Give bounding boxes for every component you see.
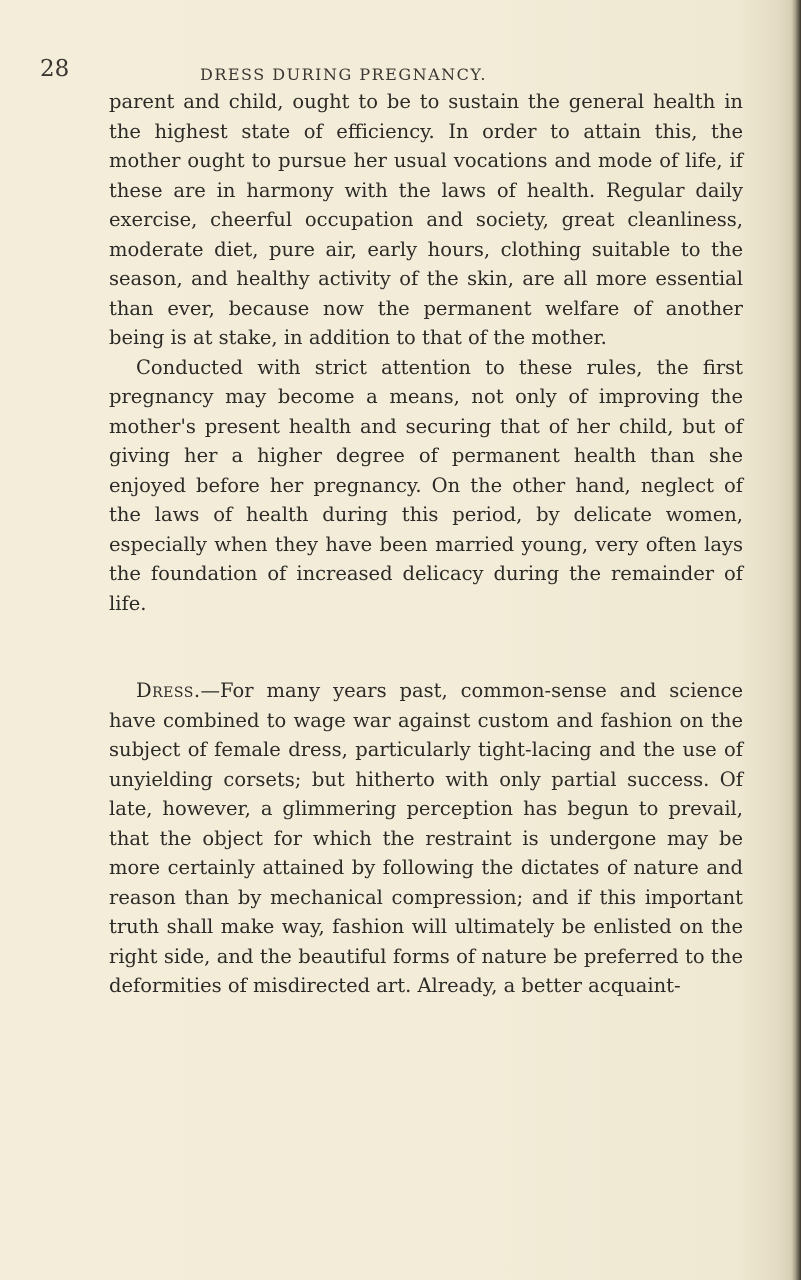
page-header — [0, 56, 801, 90]
page-number: 28 — [40, 56, 70, 82]
text-block-upper — [109, 87, 743, 618]
paragraph-dress-body: —For many years past, common-sense and science have combined to wage war against custom and fashion on the subject of female dress, particularly tight-lacing and the use of unyielding corsets; but hitherto with only partial success. Of late, however, a glimmering perception has begun to prevail, that the object for which the restraint is undergone may be more certainly attained by following the dictates of nature and reason than by mechanical compression; and if this important truth shall make way, fashion will ultimately be enlisted on the right side, and the beautiful forms of nature be preferred to the deformities of misdirected art. Already, a better acquaint- — [109, 679, 743, 997]
page-edge-shadow — [791, 0, 801, 1280]
paragraph-dress — [109, 676, 743, 1001]
running-title: DRESS DURING PREGNANCY. — [200, 65, 487, 84]
section-heading-dress: Dress. — [136, 679, 201, 702]
paragraph-continuation: parent and child, ought to be to sustain the general health in the highest state of efficiency. In order to attain this, the mother ought to pursue her usual vocations and mode of life, if these are in harmony with the laws of health. Regular daily exercise, cheerful occupation and society, great cleanliness, moderate diet, pure air, early hours, clothing suitable to the season, and healthy activity of the skin, are all more essential than ever, because now the permanent welfare of another being is at stake, in addition to that of the mother. — [109, 90, 743, 349]
paragraph-pregnancy-rules: Conducted with strict attention to these rules, the first pregnancy may become a means, not only of improving the mother's present health and securing that of her child, but of giving her a higher degree of permanent health than she enjoyed before her pregnancy. On the other hand, neglect of the laws of health during this period, by delicate women, especially when they have been married young, very often lays the foundation of increased delicacy during the remainder of life. — [109, 355, 743, 615]
text-block-lower — [109, 676, 743, 1001]
